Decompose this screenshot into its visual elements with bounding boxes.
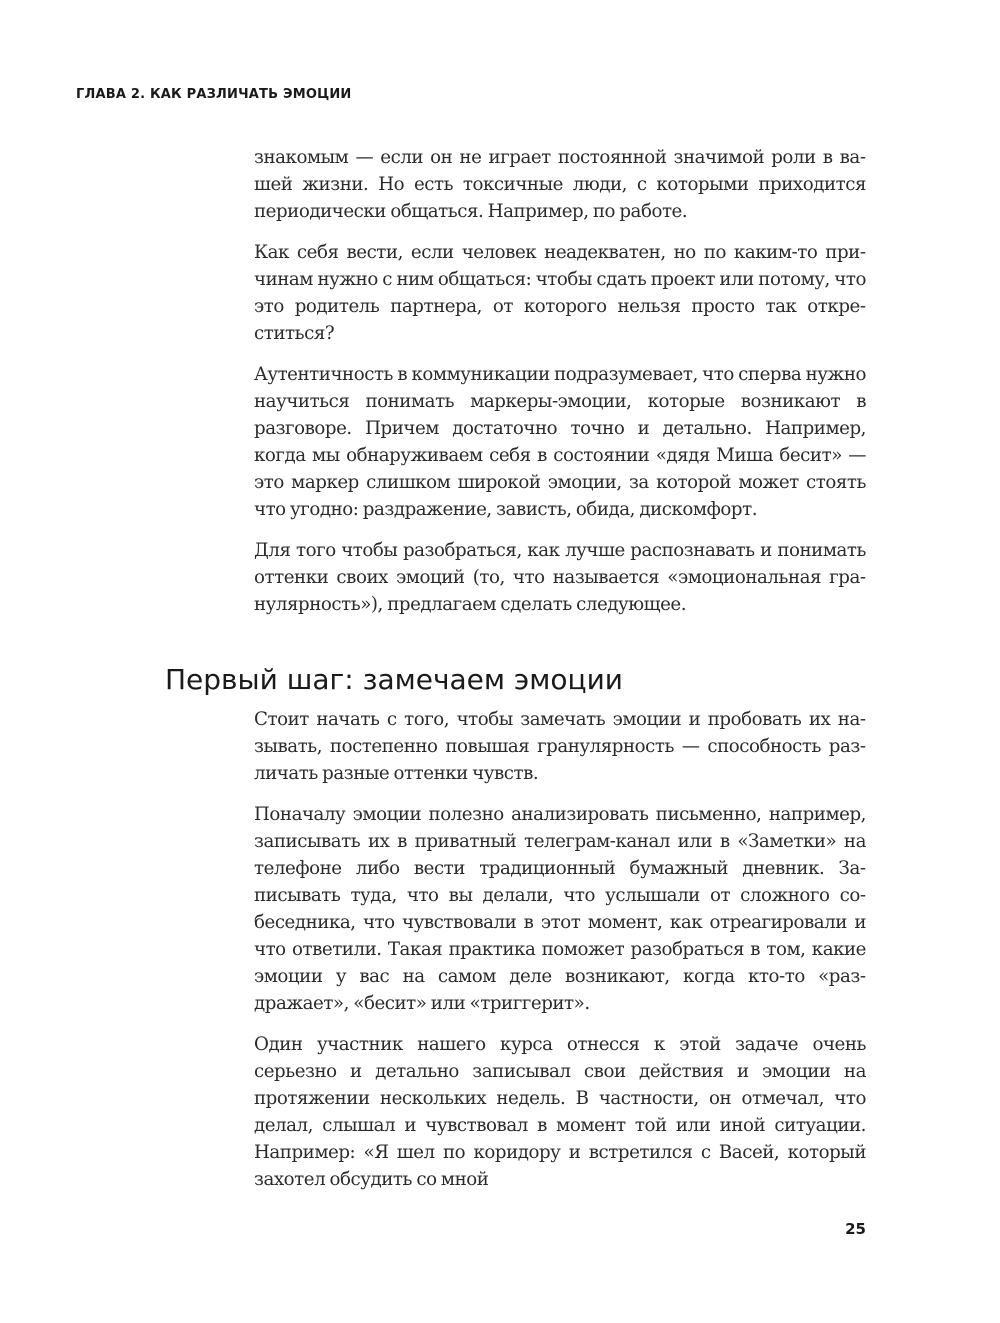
page-number: 25 bbox=[845, 1220, 866, 1238]
paragraph: Для того чтобы разобраться, как лучше распознавать и понимать оттенки своих эмоций (то, что называется «эмоциональная гранулярность»), предлагаем сделать следующее. bbox=[254, 540, 866, 615]
paragraph: Один участник нашего курса отнесся к этой задаче очень серьезно и детально записывал свои действия и эмоции на протяжении нескольких недель. В частности, он отмечал, что делал, слышал и чувствовал в момент той или иной ситуации. Например: «Я шел по коридору и встретился с Васей, который захотел обсудить со мной bbox=[254, 1034, 866, 1190]
running-header: ГЛАВА 2. КАК РАЗЛИЧАТЬ ЭМОЦИИ bbox=[76, 87, 352, 102]
paragraph: знакомым — если он не играет постоянной значимой роли в вашей жизни. Но есть токсичные люди, с которыми приходится периодически общаться. Например, по работе. bbox=[254, 147, 866, 222]
paragraph: Аутентичность в коммуникации подразумевает, что сперва нужно научиться понимать маркеры-эмоции, которые возникают в разговоре. Причем достаточно точно и детально. Например, когда мы обнаруживаем себя в состоянии «дядя Миша бесит» — это маркер слишком широкой эмоции, за которой может стоять что угодно: раздражение, зависть, обида, дискомфорт. bbox=[254, 364, 866, 520]
intro-text-block bbox=[254, 144, 866, 632]
section-heading: Первый шаг: замечаем эмоции bbox=[165, 663, 624, 696]
paragraph: Стоит начать с того, чтобы замечать эмоции и пробовать их называть, постепенно повышая гранулярность — способность различать разные оттенки чувств. bbox=[254, 709, 866, 784]
section-text-block bbox=[254, 706, 866, 1207]
paragraph: Поначалу эмоции полезно анализировать письменно, например, записывать их в приватный телеграм-канал или в «Заметки» на телефоне либо вести традиционный бумажный дневник. Записывать туда, что вы делали, что услышали от сложного собеседника, что чувствовали в этот момент, как отреагировали и что ответили. Такая практика поможет разобраться в том, какие эмоции у вас на самом деле возникают, когда кто-то «раздражает», «бесит» или «триггерит». bbox=[254, 804, 866, 1014]
paragraph: Как себя вести, если человек неадекватен, но по каким-то причинам нужно с ним общаться: чтобы сдать проект или потому, что это родитель партнера, от которого нельзя просто так откреститься? bbox=[254, 242, 866, 344]
